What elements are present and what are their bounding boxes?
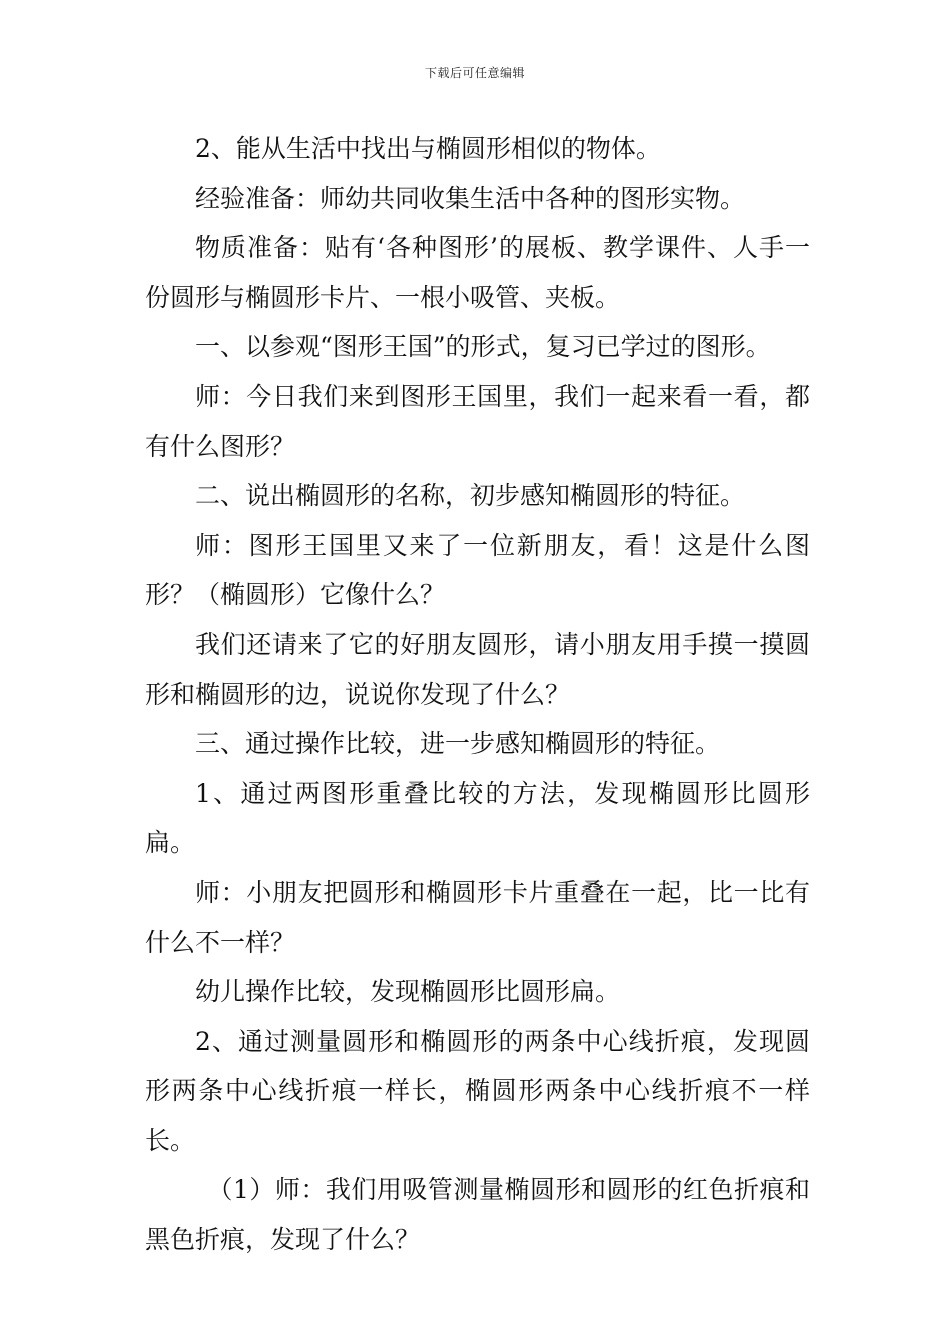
paragraph-step-2: 二、说出椭圆形的名称，初步感知椭圆形的特征。 [195, 481, 746, 511]
paragraph-child-operation: 幼儿操作比较，发现椭圆形比圆形扁。 [195, 977, 621, 1007]
paragraph-teacher-1: 师：今日我们来到图形王国里，我们一起来看一看，都有什么图形？ [145, 381, 810, 461]
paragraph-substep-2: 2、通过测量圆形和椭圆形的两条中心线折痕，发现圆形两条中心线折痕一样长，椭圆形两条中心线折痕不一样长。 [145, 1026, 810, 1155]
paragraph-material-prep: 物质准备：贴有‘各种图形’的展板、教学课件、人手一份圆形与椭圆形卡片、一根小吸管、夹板。 [145, 233, 810, 312]
paragraph-teacher-3: 师：小朋友把圆形和椭圆形卡片重叠在一起，比一比有什么不一样？ [145, 877, 810, 957]
paragraph-experience-prep: 经验准备：师幼共同收集生活中各种的图形实物。 [195, 183, 746, 213]
paragraph-teacher-2: 师：图形王国里又来了一位新朋友，看！这是什么图形？（椭圆形）它像什么？ [145, 530, 810, 610]
paragraph-friend-circle: 我们还请来了它的好朋友圆形，请小朋友用手摸一摸圆形和椭圆形的边，说说你发现了什么？ [145, 629, 810, 709]
page-header: 下载后可任意编辑 [424, 66, 525, 80]
paragraph-step-3: 三、通过操作比较，进一步感知椭圆形的特征。 [195, 729, 721, 759]
paragraph-substep-2-1: （1）师：我们用吸管测量椭圆形和圆形的红色折痕和黑色折痕，发现了什么？ [145, 1175, 810, 1255]
document-body [145, 124, 810, 1265]
paragraph-goal-2: 2、能从生活中找出与椭圆形相似的物体。 [195, 134, 661, 163]
paragraph-substep-1: 1、通过两图形重叠比较的方法，发现椭圆形比圆形扁。 [145, 778, 810, 858]
paragraph-step-1: 一、以参观“图形王国”的形式，复习已学过的图形。 [195, 332, 771, 362]
